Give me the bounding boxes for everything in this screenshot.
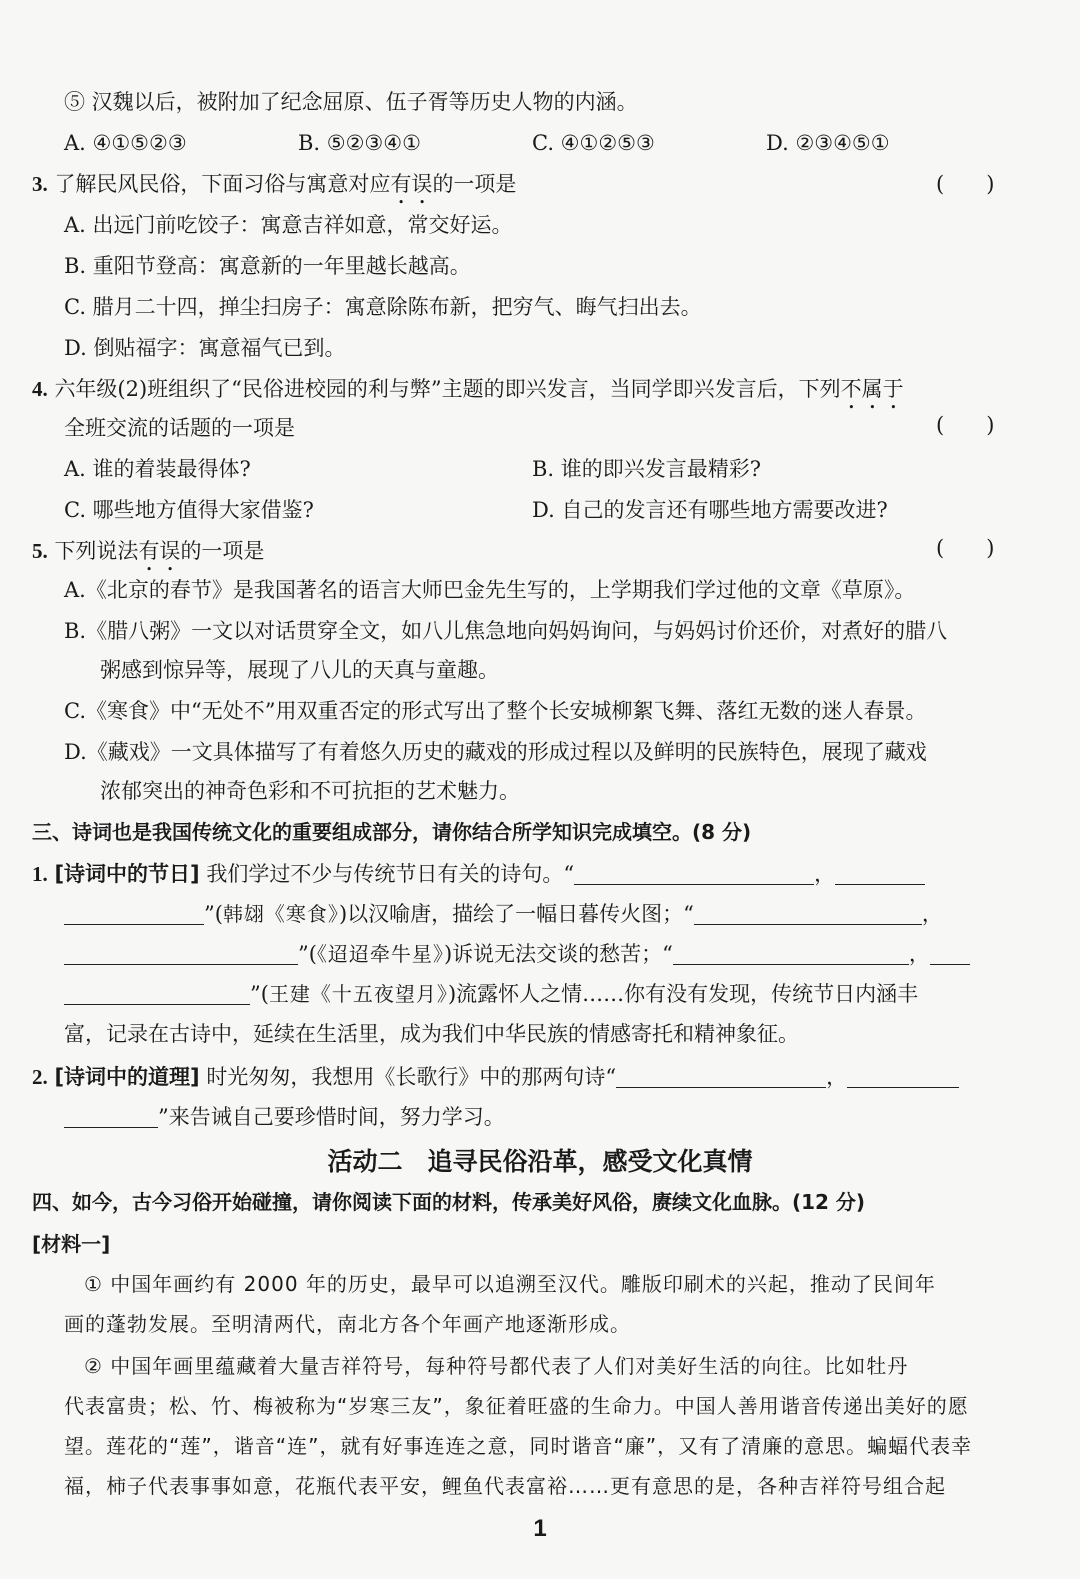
answer-paren[interactable]: ( ) bbox=[936, 536, 995, 560]
question-5-stem bbox=[32, 537, 264, 576]
poem-q1-line5: 富，记录在古诗中，延续在生活里，成为我们中华民族的情感寄托和精神象征。 bbox=[64, 1022, 799, 1046]
option-a[interactable]: A. ④①⑤②③ bbox=[64, 131, 187, 155]
fill-blank[interactable] bbox=[847, 1065, 959, 1088]
emphasis-text: 不属于 bbox=[840, 377, 904, 401]
q4-option-b[interactable]: B. 谁的即兴发言最精彩? bbox=[532, 457, 762, 481]
answer-paren[interactable]: ( ) bbox=[936, 172, 995, 196]
question-3-stem bbox=[32, 170, 516, 209]
stem-text: 了解民风民俗，下面习俗与寓意对应 bbox=[54, 172, 391, 196]
fill-blank[interactable] bbox=[64, 902, 204, 925]
fill-blank[interactable] bbox=[673, 942, 909, 965]
question-4-stem-cont: 全班交流的话题的一项是 bbox=[64, 416, 295, 440]
fill-blank[interactable] bbox=[64, 942, 298, 965]
fill-blank[interactable] bbox=[694, 902, 922, 925]
activity-heading: 活动二 追寻民俗沿革，感受文化真情 bbox=[327, 1147, 753, 1176]
emphasis-text: 有误 bbox=[390, 172, 433, 196]
fill-blank[interactable] bbox=[64, 982, 250, 1005]
q3-option-c[interactable]: C. 腊月二十四，掸尘扫房子：寓意除陈布新，把穷气、晦气扫出去。 bbox=[64, 295, 702, 319]
material-paragraph-line: 福，柿子代表事事如意，花瓶代表平安，鲤鱼代表富裕……更有意思的是，各种吉祥符号组合起 bbox=[64, 1474, 946, 1498]
stem-text: 的一项是 bbox=[180, 539, 265, 563]
poem-source: 《迢迢牵牛星》 bbox=[316, 942, 444, 966]
stem-text: ”( bbox=[250, 982, 269, 1006]
stem-text: 的一项是 bbox=[432, 172, 517, 196]
q5-option-a[interactable]: A.《北京的春节》是我国著名的语言大师巴金先生写的，上学期我们学过他的文章《草原》。 bbox=[64, 578, 916, 602]
section-4-title: 四、如今，古今习俗开始碰撞，请你阅读下面的材料，传承美好风俗，赓续文化血脉。(12 分) bbox=[32, 1190, 866, 1214]
material-paragraph-line: 代表富贵；松、竹、梅被称为“岁寒三友”，象征着旺盛的生命力。中国人善用谐音传递出美好的愿 bbox=[64, 1394, 969, 1418]
fill-blank[interactable] bbox=[930, 942, 970, 965]
q4-option-d[interactable]: D. 自己的发言还有哪些地方需要改进? bbox=[532, 498, 888, 522]
material-paragraph-line: 画的蓬勃发展。至明清两代，南北方各个年画产地逐渐形成。 bbox=[64, 1312, 631, 1336]
q4-option-a[interactable]: A. 谁的着装最得体? bbox=[64, 457, 251, 481]
q5-option-b[interactable]: B.《腊八粥》一文以对话贯穿全文，如八儿焦急地向妈妈询问，与妈妈讨价还价，对煮好的腊八 bbox=[64, 619, 948, 643]
question-number: 5. bbox=[32, 539, 48, 563]
q3-option-a[interactable]: A. 出远门前吃饺子：寓意吉祥如意，常交好运。 bbox=[64, 213, 513, 237]
question-number: 2. bbox=[32, 1065, 48, 1089]
stem-text: )流露怀人之情……你有没有发现，传统节日内涵丰 bbox=[447, 982, 919, 1006]
fill-blank[interactable] bbox=[835, 862, 925, 885]
question-number: 4. bbox=[32, 377, 48, 401]
material-paragraph-line: ① 中国年画约有 2000 年的历史，最早可以追溯至汉代。雕版印刷术的兴起，推动了民间年 bbox=[84, 1272, 936, 1296]
option-b[interactable]: B. ⑤②③④① bbox=[298, 131, 421, 155]
section-3-title: 三、诗词也是我国传统文化的重要组成部分，请你结合所学知识完成填空。(8 分) bbox=[32, 820, 752, 844]
material-paragraph-line: ② 中国年画里蕴藏着大量吉祥符号，每种符号都代表了人们对美好生活的向往。比如牡丹 bbox=[84, 1354, 909, 1378]
question-4-stem bbox=[32, 375, 904, 414]
material-label: [材料一] bbox=[32, 1232, 111, 1256]
question-number: 3. bbox=[32, 172, 48, 196]
stem-text: ”( bbox=[298, 942, 317, 966]
stem-text: )以汉喻唐，描绘了一幅日暮传火图；“ bbox=[338, 902, 694, 926]
q4-option-c[interactable]: C. 哪些地方值得大家借鉴? bbox=[64, 498, 314, 522]
stem-text: 六年级(2)班组织了“民俗进校园的利与弊”主题的即兴发言，当同学即兴发言后，下列 bbox=[54, 377, 841, 401]
answer-paren[interactable]: ( ) bbox=[936, 413, 995, 437]
poem-q1-line4 bbox=[64, 980, 918, 1008]
poem-q2-line1: 2. [诗词中的道理] 时光匆匆，我想用《长歌行》中的那两句诗“ ， bbox=[32, 1063, 959, 1091]
material-paragraph-line: 望。莲花的“莲”，谐音“连”，就有好事连连之意，同时谐音“廉”，又有了清廉的意思。蝙蝠代表幸 bbox=[64, 1434, 973, 1458]
stem-text: ”来告诫自己要珍惜时间，努力学习。 bbox=[158, 1105, 505, 1129]
stem-text: )诉说无法交谈的愁苦；“ bbox=[443, 942, 673, 966]
q3-option-b[interactable]: B. 重阳节登高：寓意新的一年里越长越高。 bbox=[64, 254, 471, 278]
poem-q2-line2 bbox=[64, 1103, 505, 1131]
poem-source: 王建《十五夜望月》 bbox=[268, 982, 448, 1006]
option-d[interactable]: D. ②③④⑤① bbox=[766, 131, 890, 155]
stem-text: 时光匆匆，我想用《长歌行》中的那两句诗“ bbox=[206, 1065, 617, 1089]
emphasis-text: 有误 bbox=[138, 539, 181, 563]
poem-q1-line1: 1. [诗词中的节日] 我们学过不少与传统节日有关的诗句。“ ， bbox=[32, 860, 925, 888]
stem-text: 我们学过不少与传统节日有关的诗句。“ bbox=[206, 862, 575, 886]
q5-option-c[interactable]: C.《寒食》中“无处不”用双重否定的形式写出了整个长安城柳絮飞舞、落红无数的迷人春景。 bbox=[64, 699, 927, 723]
q5-option-d-cont: 浓郁突出的神奇色彩和不可抗拒的艺术魅力。 bbox=[100, 779, 520, 803]
fill-blank[interactable] bbox=[64, 1105, 158, 1128]
stem-text: ”( bbox=[204, 902, 223, 926]
poem-q1-line3: ”(《迢迢牵牛星》)诉说无法交谈的愁苦；“ ， bbox=[64, 940, 970, 968]
topic-tag: [诗词中的节日] bbox=[54, 862, 200, 886]
poem-source: 韩翃《寒食》 bbox=[222, 902, 339, 926]
statement-5: ⑤ 汉魏以后，被附加了纪念屈原、伍子胥等历史人物的内涵。 bbox=[64, 90, 638, 114]
poem-q1-line2: ”(韩翃《寒食》)以汉喻唐，描绘了一幅日暮传火图；“ ， bbox=[64, 900, 943, 928]
fill-blank[interactable] bbox=[616, 1065, 826, 1088]
option-c[interactable]: C. ④①②⑤③ bbox=[532, 131, 655, 155]
stem-text: 下列说法 bbox=[54, 539, 139, 563]
q5-option-d[interactable]: D.《藏戏》一文具体描写了有着悠久历史的藏戏的形成过程以及鲜明的民族特色，展现了藏戏 bbox=[64, 740, 927, 764]
q5-option-b-cont: 粥感到惊异等，展现了八儿的天真与童趣。 bbox=[100, 658, 499, 682]
fill-blank[interactable] bbox=[574, 862, 814, 885]
question-number: 1. bbox=[32, 862, 48, 886]
q3-option-d[interactable]: D. 倒贴福字：寓意福气已到。 bbox=[64, 336, 346, 360]
page-number: 1 bbox=[533, 1515, 547, 1542]
topic-tag: [诗词中的道理] bbox=[54, 1065, 200, 1089]
